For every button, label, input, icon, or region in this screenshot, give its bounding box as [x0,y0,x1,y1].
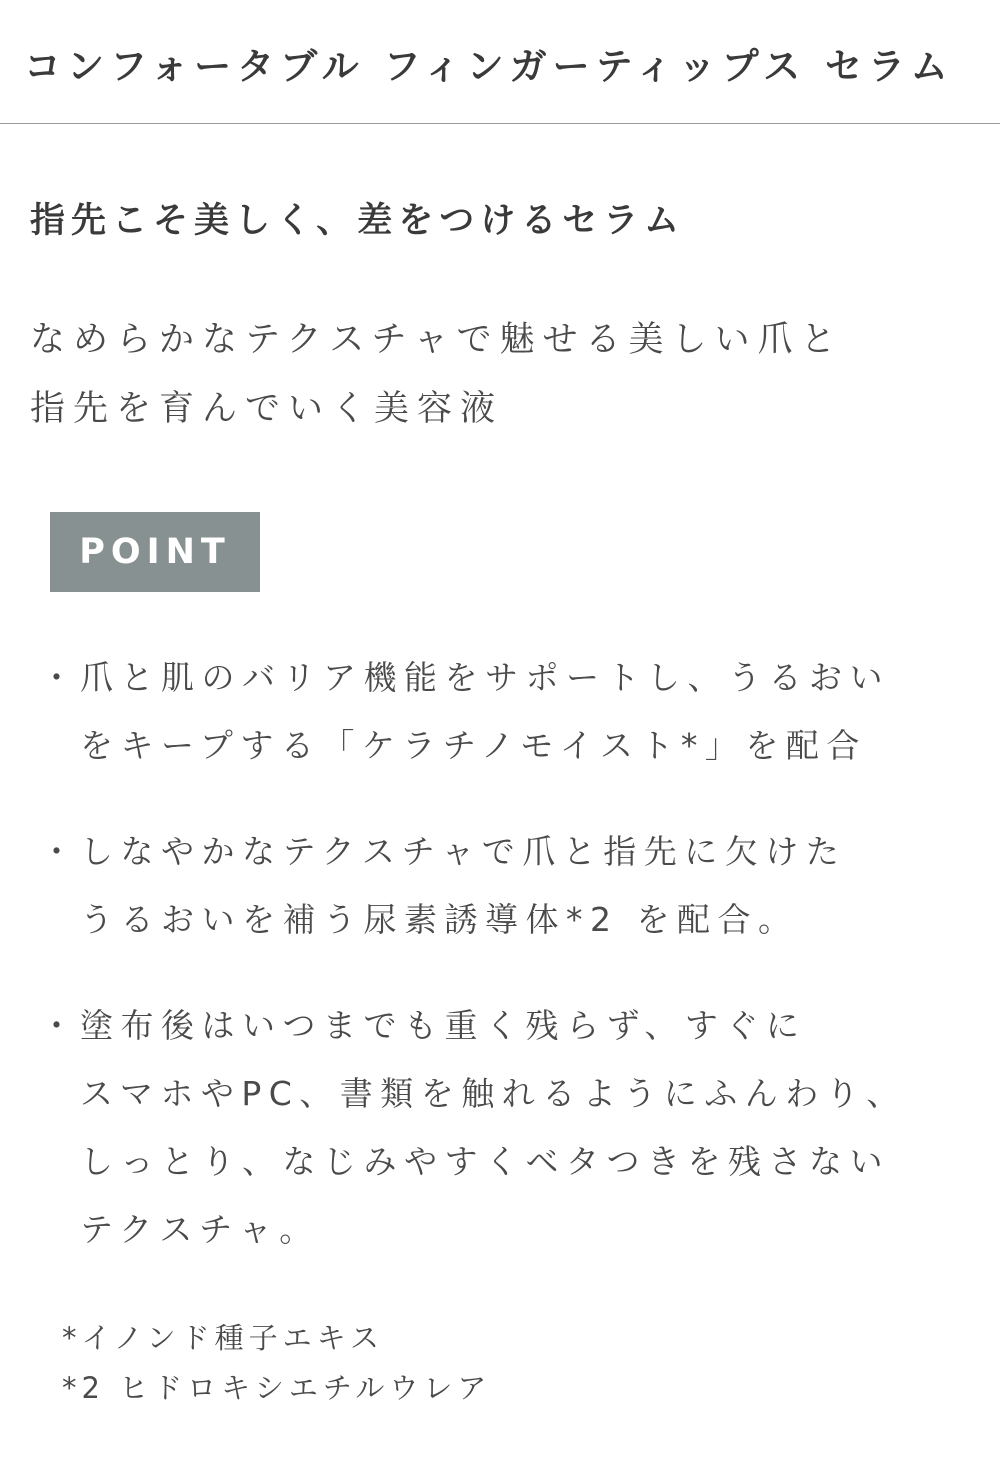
description-line: 指先を育んでいく美容液 [30,389,504,429]
point-text-line: スマホやPC、書類を触れるようにふんわり、 [80,1074,907,1113]
page-header [0,0,1000,124]
footnote: *2 ヒドロキシエチルウレア [62,1371,492,1405]
bullet-dot: ・ [40,658,73,697]
tagline-heading: 指先こそ美しく、差をつけるセラム [30,201,685,241]
point-text-line: テクスチャ。 [80,1210,320,1249]
point-text-line: 爪と肌のバリア機能をサポートし、うるおい [80,658,890,697]
footnote: *イノンド種子エキス [62,1321,385,1355]
point-item [40,992,970,1264]
description-line: なめらかなテクスチャで魅せる美しい爪と [30,320,844,360]
points-list [40,644,970,1302]
product-description [30,306,970,444]
point-text-line: しっとり、なじみやすくベタつきを残さない [80,1142,890,1181]
point-item [40,644,970,780]
point-text-line: 塗布後はいつまでも重く残らず、すぐに [80,1006,807,1045]
point-badge: POINT [50,512,260,592]
point-item [40,818,970,954]
footnotes [62,1313,491,1413]
product-title: コンフォータブル フィンガーティップス セラム [24,45,954,88]
point-text-line: しなやかなテクスチャで爪と指先に欠けた [80,832,847,871]
point-text-line: をキープする「ケラチノモイスト*」を配合 [80,726,867,765]
point-text-line: うるおいを補う尿素誘導体*2 を配合。 [80,900,799,939]
bullet-dot: ・ [40,1006,73,1045]
bullet-dot: ・ [40,832,73,871]
